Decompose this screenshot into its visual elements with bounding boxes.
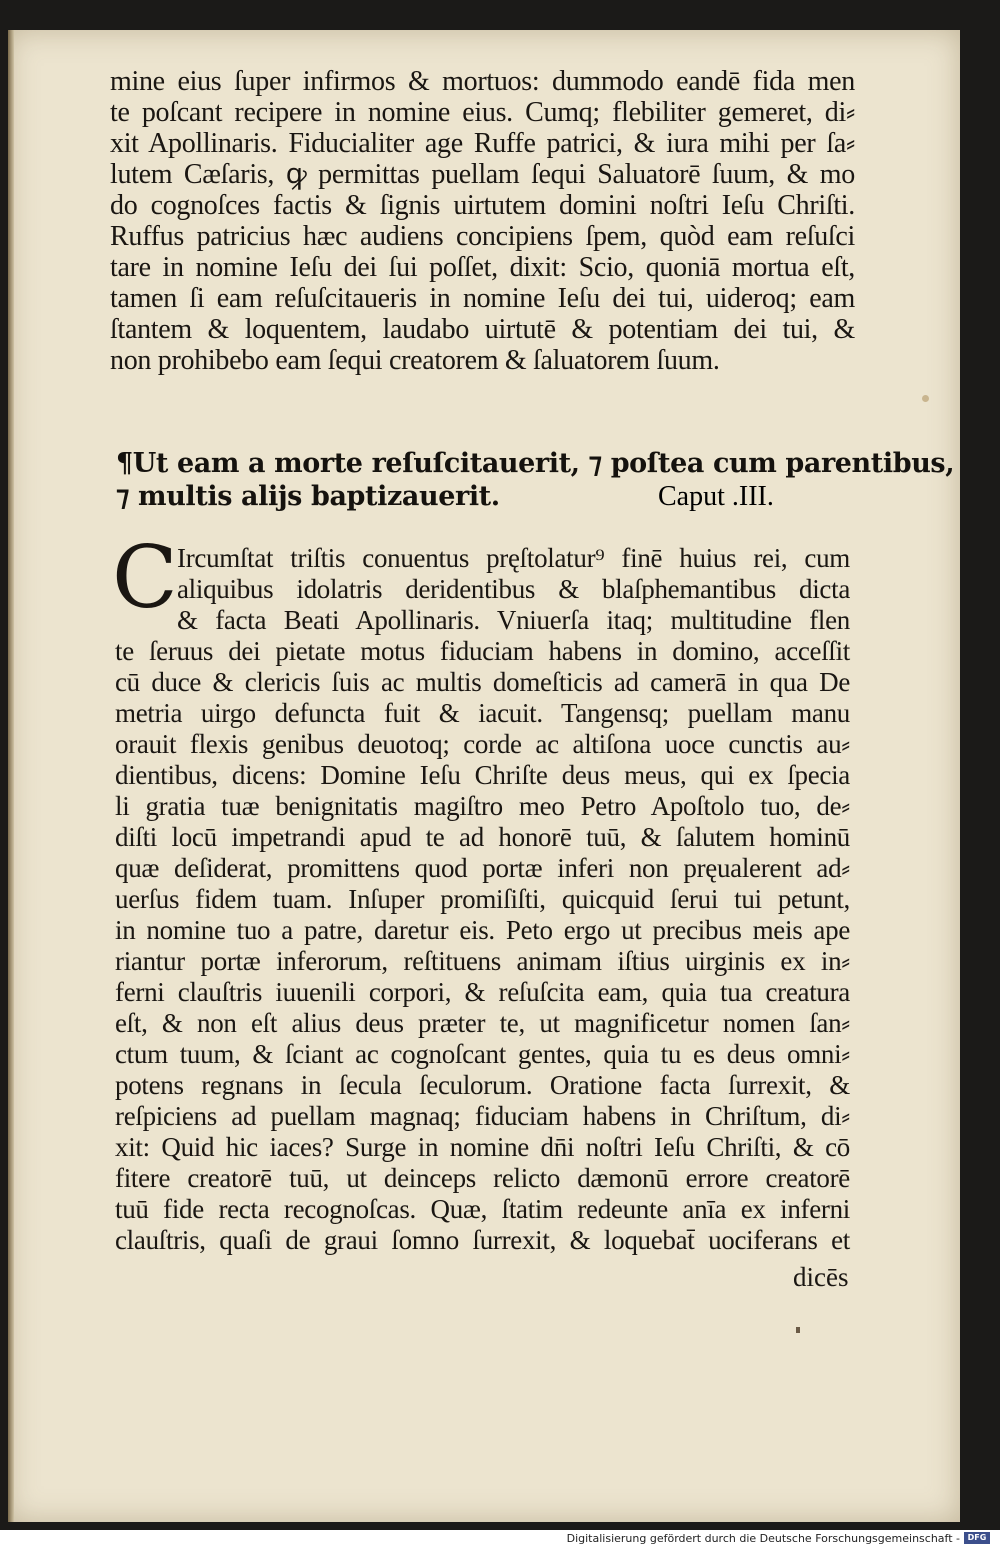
text-line: ſtantem & loquentem, laudabo uirtutē & potentiam dei tui, & bbox=[110, 314, 855, 345]
text-line: fitere creatorē tuū, ut deinceps relicto dæmonū errore creatorē bbox=[115, 1163, 850, 1193]
chapter-heading bbox=[116, 447, 955, 513]
text-line: Ruffus patricius hæc audiens concipiens ſpem, quòd eam reſuſci bbox=[110, 221, 855, 252]
text-line: & facta Beati Apollinaris. Vniuerſa itaq; multitudine flen bbox=[177, 605, 850, 635]
text-line: aliquibus idolatris deridentibus & blaſphemantibus dicta bbox=[177, 574, 850, 604]
dfg-logo: DFG bbox=[964, 1532, 990, 1544]
digitization-footer bbox=[0, 1530, 1000, 1547]
text-line: ctum tuum, & ſciant ac cognoſcant gentes, quia tu es deus omni⸗ bbox=[115, 1039, 850, 1069]
catchword: dicēs bbox=[793, 1262, 849, 1292]
heading-line-1: ¶Ut eam a morte reſuſcitauerit, ⁊ poſtea cum parentibus, bbox=[116, 448, 955, 479]
footer-credit: Digitalisierung gefördert durch die Deutsche Forschungsgemeinschaft - bbox=[566, 1532, 960, 1545]
text-line: potens regnans in ſecula ſeculorum. Oratione facta ſurrexit, & bbox=[115, 1070, 850, 1100]
text-line: metria uirgo defuncta fuit & iacuit. Tangensq; puellam manu bbox=[115, 698, 850, 728]
text-line: ferni clauſtris iuuenili corpori, & reſuſcita eam, quia tua creatura bbox=[115, 977, 850, 1007]
text-line: xit Apollinaris. Fiducialiter age Ruffe patrici, & iura mihi per ſa⸗ bbox=[110, 128, 855, 159]
paragraph-2 bbox=[115, 543, 850, 1256]
heading-line-2: ⁊ multis alijs baptizauerit. bbox=[116, 481, 500, 512]
chapter-number: Caput .III. bbox=[658, 481, 774, 512]
text-line: orauit flexis genibus deuotoq; corde ac altiſona uoce cunctis au⸗ bbox=[115, 729, 850, 759]
text-line: in nomine tuo a patre, daretur eis. Peto ergo ut precibus meis ape bbox=[115, 915, 850, 945]
page-stain bbox=[922, 395, 929, 402]
text-line: li gratia tuæ benignitatis magiſtro meo Petro Apoſtolo tuo, de⸗ bbox=[115, 791, 850, 821]
drop-cap: C bbox=[112, 528, 178, 628]
text-line: do cognoſces factis & ſignis uirtutem domini noſtri Ieſu Chriſti. bbox=[110, 190, 855, 221]
text-line: tamen ſi eam reſuſcitaueris in nomine Ieſu dei tui, uideroq; eam bbox=[110, 283, 855, 314]
text-line: clauſtris, quaſi de graui ſomno ſurrexit, & loquebat̄ uociferans et bbox=[115, 1225, 850, 1255]
text-line: te poſcant recipere in nomine eius. Cumq; flebiliter gemeret, di⸗ bbox=[110, 97, 855, 128]
text-line: riantur portæ inferorum, reſtituens animam iſtius uirginis ex in⸗ bbox=[115, 946, 850, 976]
text-line: te ſeruus dei pietate motus fiduciam habens in domino, acceſſit bbox=[115, 636, 850, 666]
text-line: reſpiciens ad puellam magnaq; fiduciam habens in Chriſtum, di⸗ bbox=[115, 1101, 850, 1131]
text-line: tare in nomine Ieſu dei ſui poſſet, dixit: Scio, quoniā mortua eſt, bbox=[110, 252, 855, 283]
text-line: non prohibebo eam ſequi creatorem & ſaluatorem ſuum. bbox=[110, 345, 720, 376]
text-line: uerſus fidem tuam. Inſuper promiſiſti, quicquid ſerui tui petunt, bbox=[115, 884, 850, 914]
text-line: lutem Cæſaris, ꝙ permittas puellam ſequi Saluatorē ſuum, & mo bbox=[110, 159, 855, 190]
text-line: quæ deſiderat, promittens quod portæ inferi non pręualerent ad⸗ bbox=[115, 853, 850, 883]
text-line: xit: Quid hic iaces? Surge in nomine dn̄i noſtri Ieſu Chriſti, & cō bbox=[115, 1132, 850, 1162]
text-line: mine eius ſuper infirmos & mortuos: dummodo eandē fida men bbox=[110, 66, 855, 97]
text-line: tuū fide recta recognoſcas. Quæ, ſtatim redeunte anīa ex inferni bbox=[115, 1194, 850, 1224]
text-line: eſt, & non eſt alius deus præter te, ut magnificetur nomen ſan⸗ bbox=[115, 1008, 850, 1038]
text-line: cū duce & clericis ſuis ac multis domeſticis ad camerā in qua De bbox=[115, 667, 850, 697]
paragraph-1 bbox=[110, 66, 855, 376]
text-line: diſti locū impetrandi apud te ad honorē tuū, & ſalutem hominū bbox=[115, 822, 850, 852]
ink-mark bbox=[796, 1327, 800, 1333]
text-line: Ircumſtat triſtis conuentus pręſtolatur⁹ finē huius rei, cum bbox=[177, 543, 850, 573]
text-line: dientibus, dicens: Domine Ieſu Chriſte deus meus, qui ex ſpecia bbox=[115, 760, 850, 790]
page-binding-edge bbox=[8, 30, 14, 1522]
